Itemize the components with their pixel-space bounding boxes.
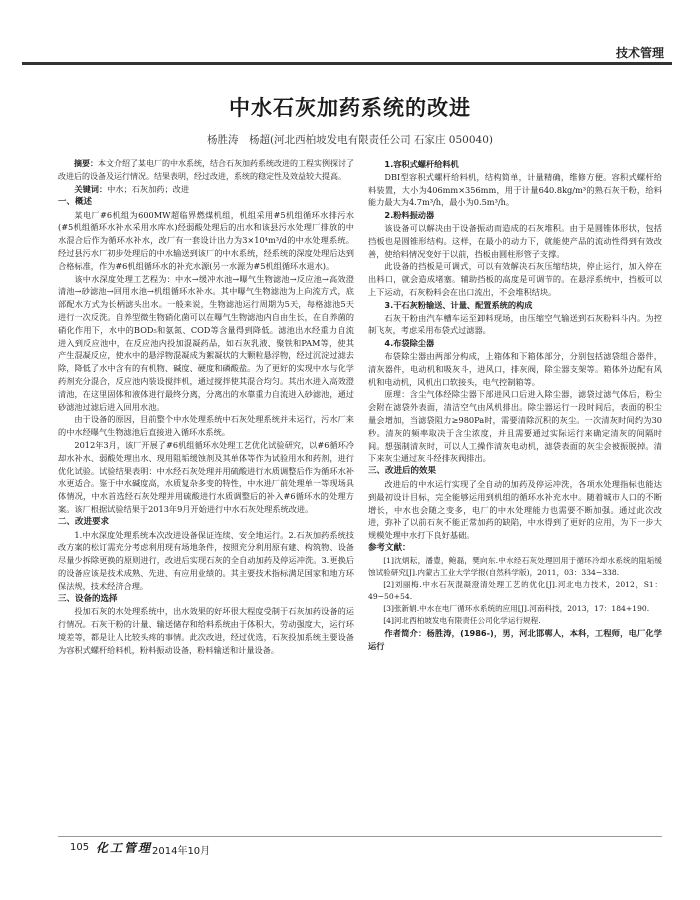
paragraph: 某电厂#6机组为600MW超临界燃煤机组，机组采用#5机组循环水排污水(#5机组循环水补水采用水库水)经弱酸处理后的出水和该县污水处理厂排放的中水混合后作为循环水补水，改厂有一套设计出力为3×10⁴m³/d的中水处理系统。经过县污水厂初步处理后的中水输送到该厂的中水系统，经系统的深度处理后达到合格标准，作为#6机组循环水的补充水源(另一水源为#5机组循环水退水)。 bbox=[58, 209, 354, 271]
paragraph: 石灰干粉由汽车槽车运至卸料现场，由压缩空气输送到石灰粉料斗内。为控制飞灰，考虑采用布袋式过滤器。 bbox=[368, 312, 662, 336]
paragraph: 布袋除尘器由两部分构成，上箱体和下箱体部分，分别包括滤袋组合器件，清灰器件，电动机和吸灰斗，进风口，排灰阀，除尘器支架等。箱体外边配有风机和电动机，风机出口软接头，电气控制箱等。 bbox=[368, 350, 662, 387]
subheading: 2.粉料振动器 bbox=[384, 210, 435, 221]
issue-date: 2014年10月 bbox=[152, 846, 211, 857]
paragraph: DBI型容积式螺杆给料机，结构简单，计量精确，维修方便。容积式螺杆给料装置，大小为406mm×356mm，用于计量640.8kg/m³的熟石灰干粉，给料能力最大为4.7m³/h，最小为0.5m³/h。 bbox=[368, 171, 662, 208]
paragraph: 原理：含尘气体经除尘器下部进风口后进入除尘器，滤袋过滤气体后，粉尘会附在滤袋外表面，清洁空气由风机排出。除尘器运行一段时间后，表面的积尘量会增加，当滤袋阻力≥980Pa时，需要清除沉积的灰尘。一次清灰时间约为30秒。清灰的频率取决于含尘浓度，并且需要通过实际运行来确定清灰的间隔时间。想强制清灰时，可以人工操作清灰电动机，滤袋表面的灰尘会被振脱掉。清下来灰尘通过灰斗经排灰阀排出。 bbox=[368, 389, 662, 464]
header-bar bbox=[22, 42, 672, 65]
paragraph: 该中水深度处理工艺程为：中水→缓冲水池→曝气生物滤池→反应池→高效澄清池→砂滤池→回用水池→机组循环水补水。其中曝气生物滤池为上向流方式，底部配水方式为长柄滤头出水。一般来说，生物滤池运行周期为5天，每格滤池5天进行一次反洗。自养型微生物硝化菌可以在曝气生物滤池内自由生长，在自养菌的硝化作用下，水中的BOD₅和氨氮、COD等含量得到降低。滤池出水经重力自流进入到反应池中，在反应池内投加混凝药品，如石灰乳液、聚铁和PAM等，使其产生混凝反应，使水中的悬浮物混凝成为絮凝状的大颗粒悬浮物，经过沉淀过滤去除，降低了水中含有的有机物、碱度、硬度和磷酸盐。为了更好的实现中水与化学药剂充分混合，反应池内装设搅拌机，通过搅拌使其混合均匀。其出水进入高效澄清池，在这里固体和液体进行最终分离，分离出的水靠重力自流进入砂滤池，通过砂滤池过滤后进入回用水池。 bbox=[58, 273, 354, 412]
section-heading-3: 三、设备的选择 bbox=[58, 593, 118, 604]
right-column bbox=[368, 158, 662, 652]
section-heading-1: 一、概述 bbox=[58, 196, 93, 207]
journal-name: 化工管理 bbox=[96, 841, 153, 855]
paragraph: 此设备的挡板是可调式，可以有效解决石灰压缩结块，停止运行，加入停在出料口，就会造成堵塞。辅助挡板的高度是可调节的。在悬浮系统中，挡板可以上下运动，石灰粉料会在出口流出，不会堆积结块。 bbox=[368, 261, 662, 297]
section-tag: 技术管理 bbox=[615, 46, 664, 60]
reference-item: [4]河北西柏坡发电有限责任公司化学运行规程. bbox=[383, 615, 541, 625]
author-bio: 作者简介：杨胜涛，(1986-)，男，河北邯郸人，本科，工程师，电厂化学运行 bbox=[368, 627, 662, 651]
paragraph: 1.中水深度处理系统本次改进设备保证连续、安全地运行。2.石灰加药系统技改方案的松订需充分考虑利用现有场地条件，按照充分利用原有建、构筑物、设备尽量少拆除更换的原则进行，改进后实现石灰的全自动加药及停运冲洗。3.更换后的设备应该是技术成熟、先进、有应用业绩的。其主要技术指标满足国家和地方环保法规，技术经济合理。 bbox=[58, 529, 354, 591]
reference-item: [2]刘丽梅.中水石灰混凝澄清处理工艺的优化[J].河北电力技术，2012，S1：49−50+54. bbox=[368, 579, 662, 601]
footer-rule bbox=[58, 836, 662, 837]
reference-item: [3]张新娟.中水在电厂循环水系统的应用[J].河南科技，2013，17：184+190. bbox=[383, 603, 650, 613]
abstract bbox=[58, 158, 354, 183]
abstract-label: 摘要： bbox=[74, 159, 98, 168]
keywords-text: 中水；石灰加药；改进 bbox=[107, 184, 190, 194]
section-heading-2: 二、改进要求 bbox=[58, 516, 110, 527]
references-list bbox=[368, 555, 662, 627]
abstract-text: 本文介绍了某电厂的中水系统，结合石灰加药系统改进的工程实例探讨了改进后的设备及运行情况。结果表明，经过改进，系统的稳定性及效益较大提高。 bbox=[58, 159, 354, 181]
paragraph: 改进后的中水运行实现了全自动的加药及停运冲洗，各项水处理指标也能达到最初设计目标，完全能够运用到机组的循环水补充水中。随着城市人口的不断增长，中水也会随之变多，电厂的中水处理能力也需要不断加强。通过此次改进，弥补了以前石灰不能正常加药的缺陷，中水得到了更好的应用，为下一步大规模处理中水打下良好基础。 bbox=[368, 478, 662, 541]
keywords-label: 关键词： bbox=[74, 184, 108, 194]
authors-affiliation: 杨胜涛 杨超(河北西柏坡发电有限责任公司 石家庄 050040) bbox=[207, 134, 493, 146]
left-column bbox=[58, 158, 354, 656]
page-number: 105 bbox=[70, 842, 90, 853]
reference-item: [1]沈炳耘，潘豊，鲍磊，樊向东.中水经石灰处理回用于循环冷却水系统的阻垢缓蚀试验研究[J].内蒙古工业大学学报(自然科学版)，2011，03：334−338. bbox=[368, 555, 662, 577]
section-heading-4: 三、改进后的效果 bbox=[368, 466, 437, 477]
subheading: 3.干石灰粉输送、计量、配置系统的构成 bbox=[384, 299, 533, 310]
subheading: 1.容积式螺杆给料机 bbox=[384, 159, 459, 169]
paragraph: 该设备可以解决由于设备振动而造成的石灰堆积。由于是圆锥体形状，包括挡板也是圆锥形结构。这样，在最小的动力下，就能使产品的流动性得到有效改善，使给料情况变好于以前，挡板由圆柱形管子支撑。 bbox=[368, 222, 662, 259]
keywords bbox=[58, 183, 354, 196]
paragraph: 投加石灰的水处理系统中，出水效果的好坏很大程度受制于石灰加药设备的运行情况。石灰干粉的计量、输送储存和给料系统由于体积大，劳动强度大，运行环境差等，都是让人比较头疼的事情。此次改进，经过优选，石灰投加系统主要设备为容积式螺杆给料机，粉料振动设备，粉料输送和计量设备。 bbox=[58, 606, 354, 655]
paragraph: 由于设备的原因，目前整个中水处理系统中石灰处理系统并未运行，污水厂来的中水经曝气生物滤池后直接进入循环水系统。 bbox=[58, 414, 354, 438]
paragraph: 2012年3月，该厂开展了#6机组循环水处理工艺优化试验研究，以#6循环冷却水补水、弱酸处理出水、现用阻垢缓蚀剂及其单体等作为试验用水和药剂，进行优化试验。试验结果表明：中水经石灰处理并用硫酸进行水质调整后作为循环水补水更适合。鉴于中水碱度高，水质复杂多变的特性，中水进厂前处理单一等现场具体情况，中水首选经石灰处理并用硫酸进行水质调整后的补入#6循环水的处理方案。该厂根据试验结果于2013年9月开始进行中水石灰处理系统改进。 bbox=[58, 439, 354, 514]
references-title: 参考文献： bbox=[368, 542, 411, 553]
article-title: 中水石灰加药系统的改进 bbox=[229, 96, 471, 120]
subheading: 4.布袋除尘器 bbox=[384, 338, 435, 349]
